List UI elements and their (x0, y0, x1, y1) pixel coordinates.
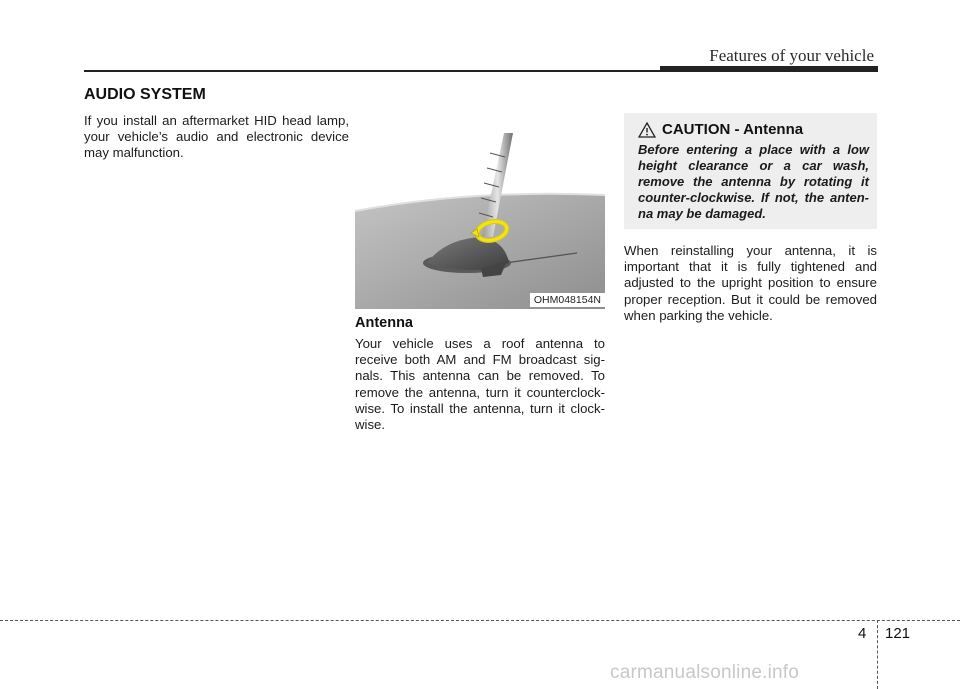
footer-dashed-rule (0, 620, 960, 621)
header-rule-thin (84, 70, 660, 72)
section-title: AUDIO SYSTEM (84, 86, 206, 103)
caution-text: Before entering a place with a low height clearance or a car wash, remove the antenna by rotating it counter-clockwise. If not, the anten-na may be damaged. (638, 142, 869, 221)
warning-triangle-icon (638, 122, 656, 138)
watermark: carmanualsonline.info (610, 662, 800, 683)
antenna-figure (355, 113, 605, 309)
running-header: Features of your vehicle (709, 46, 874, 65)
footer-vertical-rule (877, 620, 878, 689)
header-rule-thick (660, 66, 878, 72)
antenna-illustration (355, 113, 605, 309)
caution-box (624, 113, 877, 229)
caution-title: CAUTION - Antenna (662, 121, 804, 138)
page-number: 121 (885, 625, 911, 642)
figure-code: OHM048154N (530, 293, 605, 307)
hid-warning-paragraph: If you install an aftermarket HID head lamp, your vehicle’s audio and electronic device may malfunction. (84, 113, 349, 161)
reinstall-paragraph: When reinstalling your antenna, it is important that it is fully tightened and adjusted to the upright position to ensure proper reception. But it could be removed when parking the vehicle. (624, 243, 877, 323)
antenna-heading: Antenna (355, 315, 413, 331)
chapter-number: 4 (858, 625, 867, 642)
antenna-paragraph: Your vehicle uses a roof antenna to receive both AM and FM broadcast sig-nals. This antenna can be removed. To remove the antenna, turn it counterclock-wise. To install the antenna, turn it clock-wise. (355, 336, 605, 433)
